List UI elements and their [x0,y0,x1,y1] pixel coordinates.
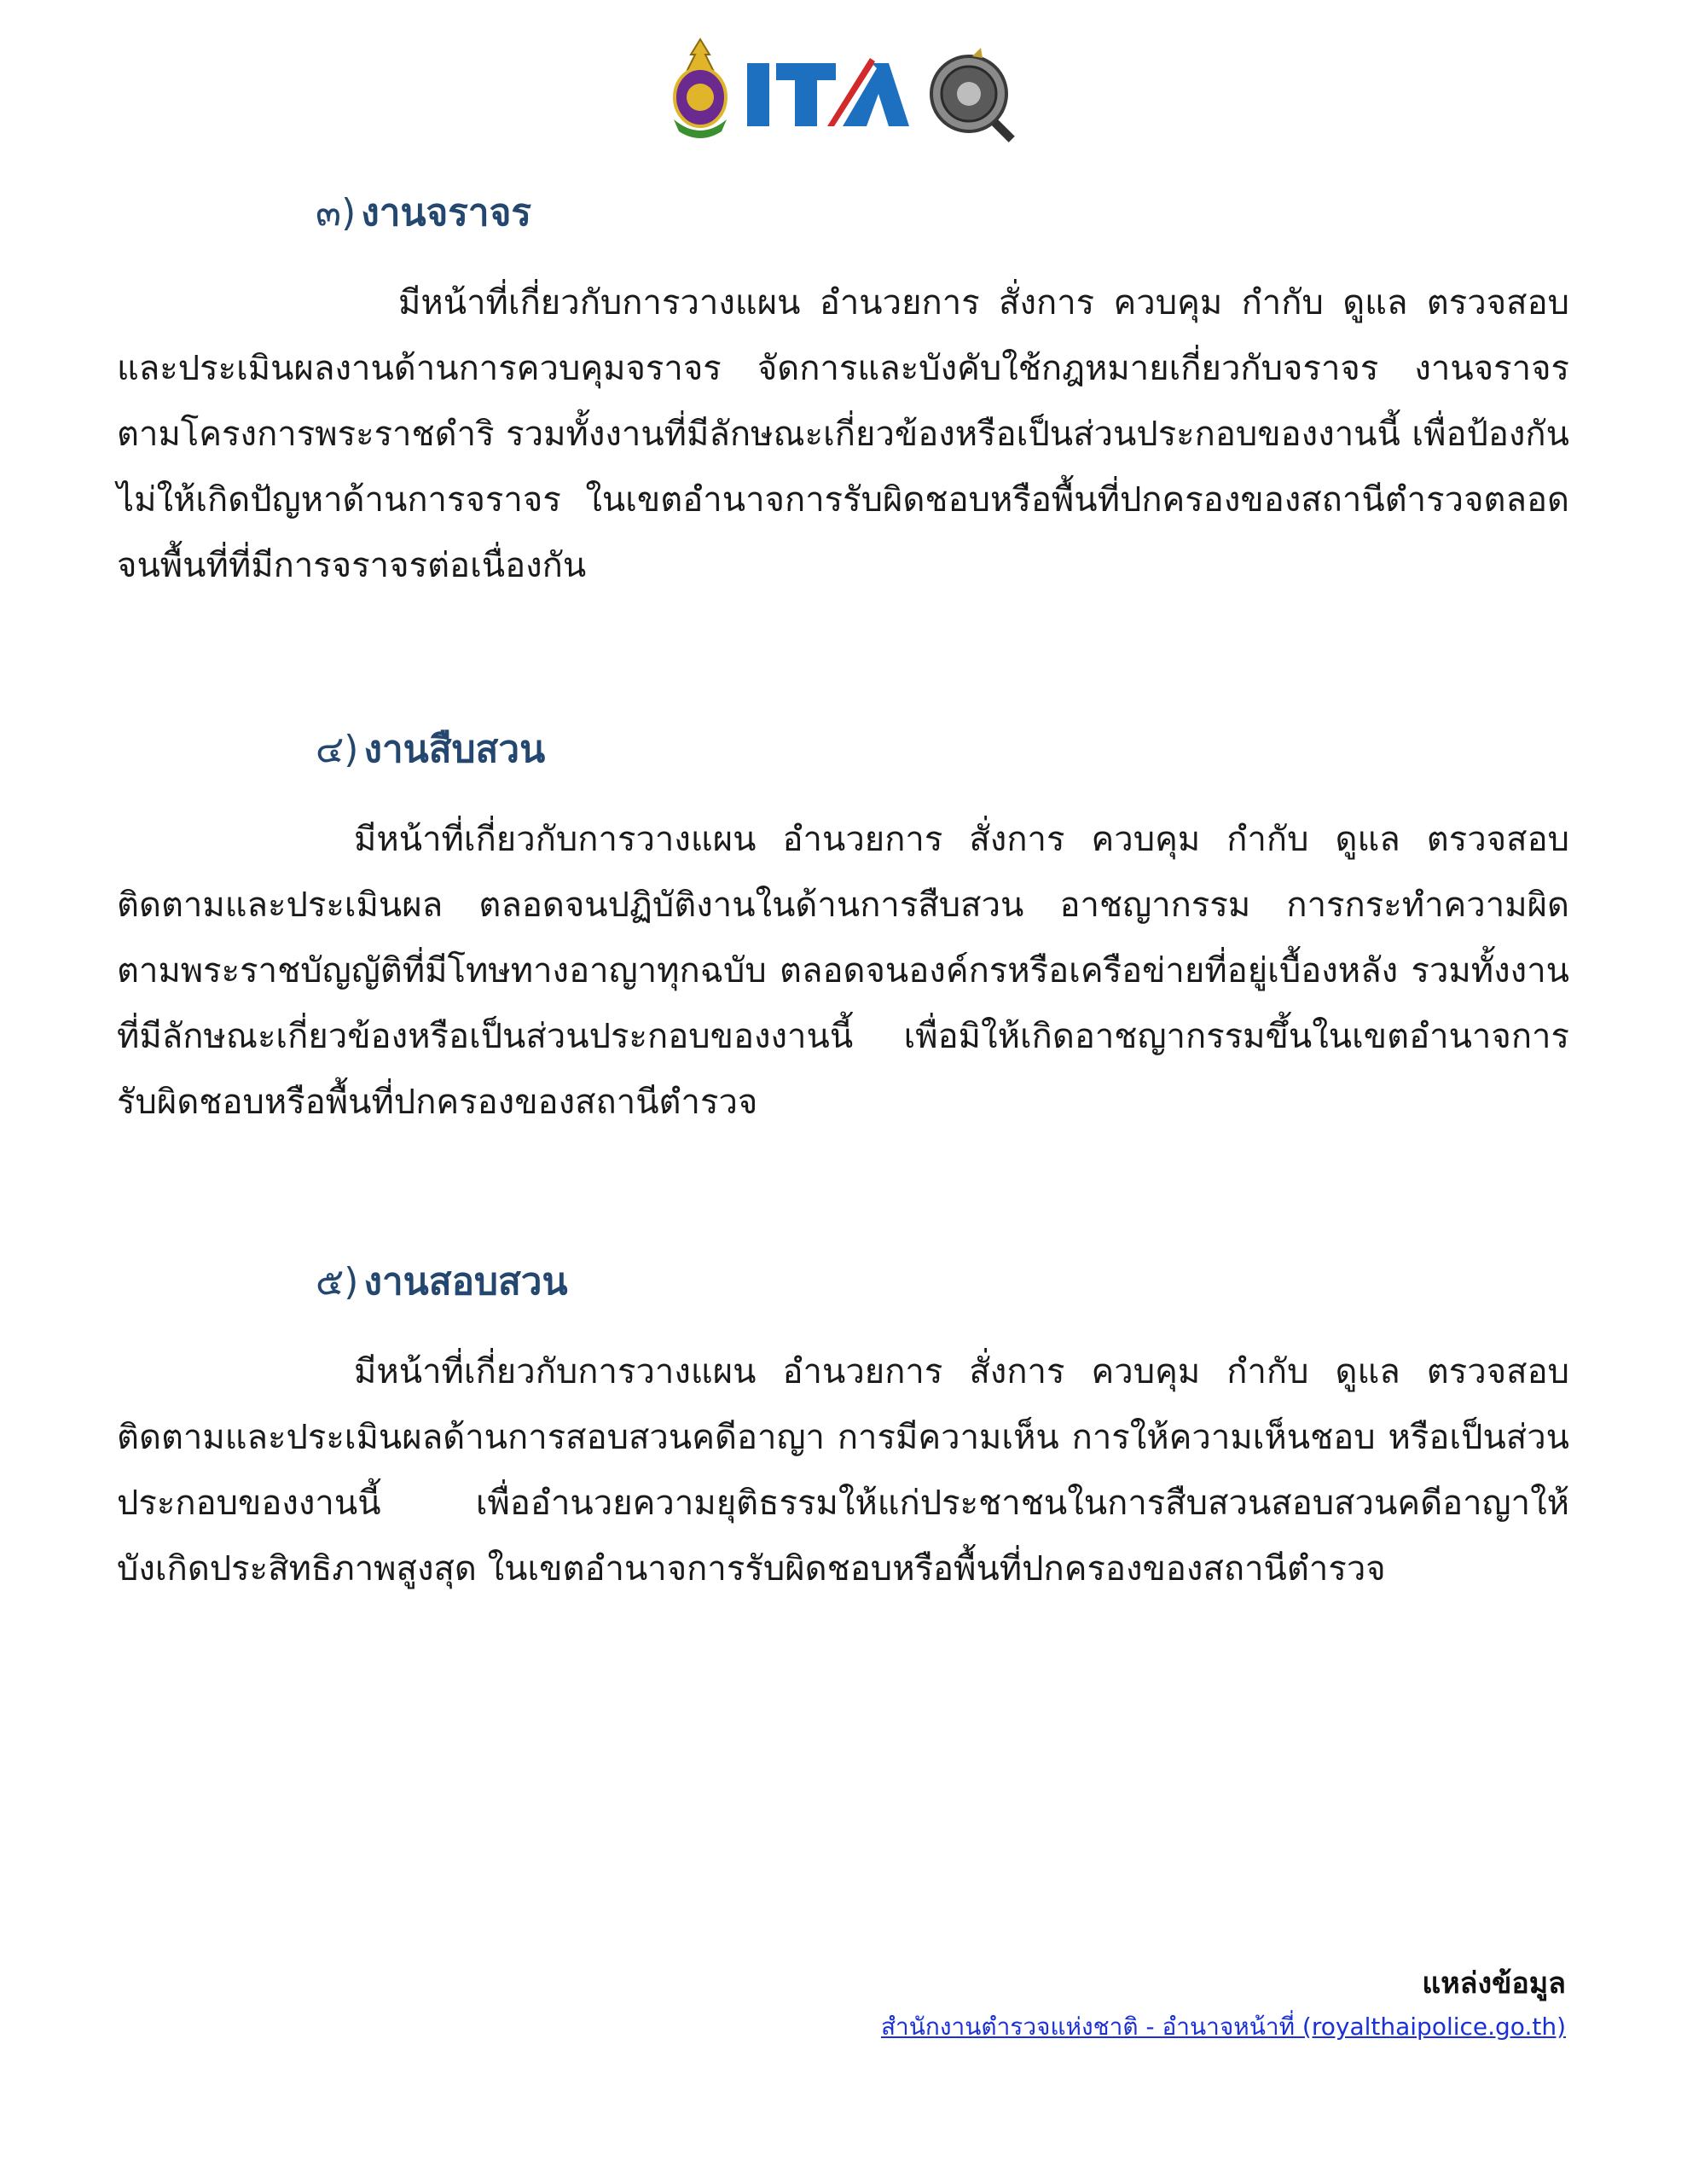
source-label: แหล่งข้อมูล [1422,1966,1566,2001]
police-emblem-icon [665,38,735,140]
anti-corruption-seal-icon [925,48,1023,147]
section-title: งานสืบสวน [363,728,546,771]
section-number: ๔) [316,728,359,771]
section-body-inquiry: มีหน้าที่เกี่ยวกับการวางแผน อำนวยการ สั่งการ ควบคุม กำกับ ดูแล ตรวจสอบ ติดตามและประเมินผลด้านการสอบสวนคดีอาญา การมีความเห็น การให้ความเห็นชอบ หรือเป็นส่วนประกอบของงานนี้ เพื่ออำนวยความยุติธรรมให้แก่ประชาชนในการสืบสวนสอบสวนคดีอาญาให้บังเกิดประสิทธิภาพสูงสุด ในเขตอำนาจการรับผิดชอบหรือพื้นที่ปกครองของสถานีตำรวจ [117,1352,1569,1589]
section-body-investigation: มีหน้าที่เกี่ยวกับการวางแผน อำนวยการ สั่งการ ควบคุม กำกับ ดูแล ตรวจสอบ ติดตามและประเมินผล ตลอดจนปฏิบัติงานในด้านการสืบสวน อาชญากรรม การกระทำความผิดตามพระราชบัญญัติที่มีโทษทางอาญาทุกฉบับ ตลอดจนองค์กรหรือเครือข่ายที่อยู่เบื้องหลัง รวมทั้งงานที่มีลักษณะเกี่ยวข้องหรือเป็นส่วนประกอบของงานนี้ เพื่อมิให้เกิดอาชญากรรมขึ้นในเขตอำนาจการรับผิดชอบหรือพื้นที่ปกครองของสถานีตำรวจ [117,820,1569,1122]
section-title: งานจราจร [361,191,532,235]
section-title: งานสอบสวน [363,1260,568,1304]
section-heading-investigation [316,719,545,779]
source-link[interactable]: สำนักงานตำรวจแห่งชาติ - อำนาจหน้าที่ (royalthaipolice.go.th) [880,2013,1566,2041]
section-number: ๓) [316,191,357,235]
header-logos [0,31,1687,150]
section-body-traffic: มีหน้าที่เกี่ยวกับการวางแผน อำนวยการ สั่งการ ควบคุม กำกับ ดูแล ตรวจสอบ และประเมินผลงานด้านการควบคุมจราจร จัดการและบังคับใช้กฎหมายเกี่ยวกับจราจร งานจราจรตามโครงการพระราชดำริ รวมทั้งงานที่มีลักษณะเกี่ยวข้องหรือเป็นส่วนประกอบของงานนี้ เพื่อป้องกันไม่ให้เกิดปัญหาด้านการจราจร ในเขตอำนาจการรับผิดชอบหรือพื้นที่ปกครองของสถานีตำรวจตลอดจนพื้นที่ที่มีการจราจรต่อเนื่องกัน [117,283,1569,585]
ita-logo-icon [742,55,913,133]
section-number: ๕) [316,1260,359,1304]
section-heading-inquiry [316,1252,568,1311]
section-heading-traffic [316,183,531,242]
